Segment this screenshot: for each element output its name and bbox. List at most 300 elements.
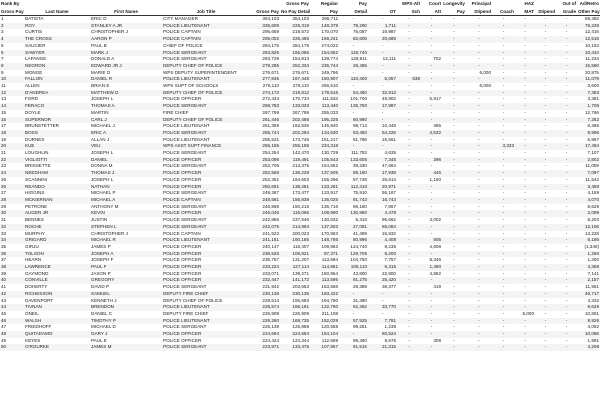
cell-court-att: 4,608 xyxy=(429,243,441,249)
cell-longevity-pay: - xyxy=(453,203,455,209)
column-header-ot[interactable] xyxy=(368,0,397,8)
cell-first-name: KENNETH J xyxy=(91,297,117,303)
cell-principal-stipend: - xyxy=(478,310,480,316)
cell-first-name: JOSEPH F xyxy=(91,257,114,263)
cell-coach: - xyxy=(492,291,515,298)
cell-job-title: POLICE OFFICER xyxy=(162,184,250,191)
cell-last-name: LAWRENCE xyxy=(24,264,90,271)
cell-pay-detail: 60,960 xyxy=(339,117,368,124)
cell-ot: 13,111 xyxy=(382,56,396,62)
cell-out-of-grade: - xyxy=(565,243,568,249)
cell-rank: 35 xyxy=(1,243,7,249)
cell-haz-mat: - xyxy=(515,304,535,311)
cell-out-of-grade: - xyxy=(565,284,568,290)
cell-first-name: MICHAEL R xyxy=(90,237,162,244)
cell-regular-pay: 154,652 xyxy=(310,50,339,57)
cell-court-att: 419 xyxy=(433,284,441,290)
cell-longevity-pay: - xyxy=(442,344,466,351)
cell-regular-pay: 133,281 xyxy=(310,184,339,191)
header-row-1 xyxy=(0,0,600,8)
cell-court-att: - xyxy=(421,117,442,124)
cell-gross-pay: 255,165 xyxy=(250,143,280,150)
table-row xyxy=(0,83,600,90)
cell-rank: 2 xyxy=(0,23,24,30)
cell-rank: 6 xyxy=(0,50,24,57)
column-header-ot[interactable]: OT xyxy=(368,8,397,16)
cell-rank: 31 xyxy=(1,217,7,223)
cell-gross-pay: 226,260 xyxy=(250,318,280,325)
column-header-longevity-pay[interactable]: Longevity xyxy=(443,1,465,6)
cell-gross-no-detail: 225,485 xyxy=(280,36,310,43)
cell-pay-detail: 133,605 xyxy=(339,157,368,164)
cell-gross-no-detail: 170,734 xyxy=(292,96,309,102)
cell-first-name: GARY J xyxy=(90,331,162,338)
column-header-job-title[interactable]: Job Title xyxy=(162,8,250,16)
cell-coach: - xyxy=(492,224,515,231)
cell-adj-retro-other: 8,996 xyxy=(577,130,600,137)
cell-pay-detail: 99,251 xyxy=(352,324,367,330)
cell-gross-pay: 295,002 xyxy=(250,36,280,43)
cell-last-name: CURTIS xyxy=(25,29,43,35)
cell-gross-pay: 233,224 xyxy=(250,264,280,271)
cell-out-of-grade: - xyxy=(556,318,577,325)
column-header-last-name[interactable] xyxy=(24,0,90,8)
cell-last-name: REANDO xyxy=(24,184,90,191)
cell-last-name: DAVENPORT xyxy=(25,297,54,303)
column-header-principal-stipend[interactable]: Principal xyxy=(471,1,491,6)
cell-adj-retro-other: 6,629 xyxy=(587,203,599,209)
cell-court-att: 702 xyxy=(433,56,441,62)
cell-wps-alt-sch: - xyxy=(408,83,410,89)
cell-coach: - xyxy=(502,190,505,196)
cell-longevity-pay: - xyxy=(442,184,466,191)
cell-haz-mat: - xyxy=(524,270,526,276)
cell-job-title: POLICE SERGEANT xyxy=(163,163,207,169)
column-header-stipend[interactable]: Stipend xyxy=(535,8,556,16)
cell-gross-no-detail: 142,470 xyxy=(292,150,309,156)
cell-wps-alt-sch: - xyxy=(397,170,421,177)
column-header-regular-pay[interactable]: Pay xyxy=(310,8,339,16)
cell-job-title: POLICE LIEUTENANT xyxy=(162,76,250,83)
table-row xyxy=(0,318,600,325)
column-header-longevity-pay[interactable]: Pay xyxy=(442,8,466,16)
table-header xyxy=(0,0,600,16)
cell-regular-pay: 179,516 xyxy=(310,90,339,97)
cell-last-name: SAWYER xyxy=(24,50,90,57)
cell-regular-pay: 148,766 xyxy=(310,237,339,244)
cell-adj-retro-other: 3,600 xyxy=(587,83,599,89)
cell-coach: - xyxy=(492,251,515,258)
cell-adj-retro-other: 6,967 xyxy=(587,136,599,142)
cell-first-name: MARK J xyxy=(90,50,162,57)
cell-regular-pay: 153,566 xyxy=(321,284,338,290)
cell-ot: 17,887 xyxy=(368,103,397,110)
cell-gross-pay: 252,351 xyxy=(262,176,279,182)
cell-court-att: - xyxy=(430,297,433,303)
cell-coach: - xyxy=(492,103,515,110)
cell-haz-mat: - xyxy=(524,150,526,156)
cell-out-of-grade: - xyxy=(565,203,568,209)
cell-principal-stipend: - xyxy=(466,170,492,177)
cell-pay-detail: 80,996 xyxy=(339,237,368,244)
cell-wps-alt-sch: - xyxy=(397,197,421,204)
cell-pay-detail: 135,750 xyxy=(339,103,368,110)
cell-haz-mat: - xyxy=(524,29,526,35)
cell-principal-stipend: - xyxy=(478,163,480,169)
cell-haz-mat: - xyxy=(515,103,535,110)
cell-regular-pay: 152,029 xyxy=(310,318,339,325)
cell-haz-mat: - xyxy=(524,69,526,75)
cell-adj-retro-other: 4,092 xyxy=(587,324,599,330)
cell-adj-retro-other: 7,383 xyxy=(577,90,600,97)
cell-job-title: POLICE LIEUTENANT xyxy=(162,304,250,311)
cell-pay-detail: 101,700 xyxy=(350,96,367,102)
cell-gross-no-detail: 226,909 xyxy=(292,310,309,316)
table-row xyxy=(0,291,600,298)
cell-coach: - xyxy=(492,36,515,43)
cell-pay-detail: 57,525 xyxy=(339,318,368,325)
cell-out-of-grade: - xyxy=(556,50,577,57)
cell-first-name: DANIEL R xyxy=(90,76,162,83)
column-header-court-att[interactable]: Att xyxy=(421,8,442,16)
table-row xyxy=(0,331,600,338)
cell-coach: - xyxy=(502,163,505,169)
column-header-coach[interactable] xyxy=(492,0,515,8)
cell-gross-pay: 235,757 xyxy=(262,257,279,263)
cell-out-of-grade: - xyxy=(565,270,568,276)
cell-rank: 7 xyxy=(1,56,4,62)
table-row xyxy=(0,244,600,251)
cell-wps-alt-sch: - xyxy=(408,56,410,62)
column-header-gross-no-detail[interactable]: No Pay Detail xyxy=(281,8,310,14)
column-header-adj-retro-other[interactable]: Other Pay xyxy=(578,8,600,14)
column-header-wps-alt-sch[interactable]: Sch xyxy=(397,8,421,16)
table-row xyxy=(0,344,600,351)
cell-pay-detail: 81,786 xyxy=(352,136,367,142)
cell-rank: 38 xyxy=(0,264,24,271)
cell-principal-stipend: - xyxy=(466,331,492,338)
cell-regular-pay: 169,241 xyxy=(310,36,339,43)
cell-principal-stipend: - xyxy=(478,190,480,196)
cell-court-att: - xyxy=(421,36,442,43)
cell-haz-mat: - xyxy=(515,143,535,150)
cell-gross-pay: 233,071 xyxy=(262,270,279,276)
cell-haz-mat: - xyxy=(515,210,535,217)
cell-court-att: - xyxy=(421,318,442,325)
cell-wps-alt-sch: - xyxy=(397,184,421,191)
cell-last-name: PETRONE xyxy=(25,203,48,209)
column-header-coach[interactable]: Coach xyxy=(492,8,515,16)
cell-coach: - xyxy=(492,50,515,57)
cell-job-title: POLICE SERGEANT xyxy=(163,56,207,62)
cell-gross-pay: 225,574 xyxy=(250,304,280,311)
cell-rank: 48 xyxy=(0,331,24,338)
cell-regular-pay: 133,917 xyxy=(321,190,338,196)
column-header-adj-retro-other[interactable]: Ad/Retro xyxy=(579,1,599,6)
cell-gross-pay: 242,856 xyxy=(262,217,279,223)
cell-out-of-grade: - xyxy=(565,69,568,75)
cell-court-att: - xyxy=(430,109,433,115)
cell-last-name: WALSH xyxy=(24,318,90,325)
cell-pay-detail: 57,748 xyxy=(352,176,367,182)
cell-out-of-grade: - xyxy=(556,117,577,124)
cell-first-name: MATTHEW D xyxy=(90,90,162,97)
cell-coach: - xyxy=(492,76,515,83)
column-header-pay-detail[interactable]: Pay xyxy=(358,1,367,6)
cell-coach: - xyxy=(502,96,505,102)
cell-adj-retro-other: 76,229 xyxy=(577,23,600,30)
cell-haz-mat: - xyxy=(524,337,526,343)
cell-first-name: ANTHONY M xyxy=(91,203,119,209)
cell-haz-mat: - xyxy=(524,176,526,182)
cell-gross-no-detail: 168,735 xyxy=(280,318,310,325)
cell-job-title: POLICE OFFICER xyxy=(163,96,202,102)
column-header-stipend[interactable] xyxy=(535,0,556,8)
cell-job-title: POLICE SERGEANT xyxy=(162,224,250,231)
column-header-first-name[interactable] xyxy=(90,0,162,8)
column-header-out-of-grade[interactable]: Out of xyxy=(562,1,576,6)
cell-wps-alt-sch: - xyxy=(397,117,421,124)
cell-longevity-pay: - xyxy=(442,130,466,137)
table-row xyxy=(0,157,600,164)
column-header-rank[interactable]: Rank By xyxy=(1,1,20,6)
column-header-wps-alt-sch[interactable]: WPS-Alt xyxy=(401,1,420,6)
cell-principal-stipend: - xyxy=(466,264,492,271)
cell-gross-no-detail: 226,319 xyxy=(280,23,310,30)
cell-longevity-pay: - xyxy=(442,143,466,150)
cell-coach: - xyxy=(502,257,505,263)
cell-principal-stipend: - xyxy=(466,318,492,325)
cell-haz-mat: - xyxy=(515,36,535,43)
cell-rank: 32 xyxy=(0,224,24,231)
cell-stipend: - xyxy=(544,257,547,263)
cell-rank: 9 xyxy=(1,69,4,75)
cell-adj-retro-other: 1,991 xyxy=(587,337,599,343)
cell-longevity-pay: - xyxy=(453,217,455,223)
cell-wps-alt-sch: - xyxy=(397,331,421,338)
table-row xyxy=(0,304,600,311)
cell-rank: 17 xyxy=(1,123,7,129)
table-row xyxy=(0,311,600,318)
cell-haz-mat: - xyxy=(515,157,535,164)
cell-principal-stipend: - xyxy=(478,16,480,21)
cell-job-title: POLICE LIEUTENANT xyxy=(163,123,210,129)
cell-gross-pay: 267,799 xyxy=(262,109,279,115)
column-header-out-of-grade[interactable]: Grade xyxy=(556,8,577,16)
cell-out-of-grade: - xyxy=(565,56,568,62)
cell-adj-retro-other: 7,097 xyxy=(577,170,600,177)
cell-gross-pay: 232,447 xyxy=(250,277,280,284)
cell-pay-detail: 27,081 xyxy=(339,224,368,231)
table-row xyxy=(0,43,600,50)
cell-gross-no-detail: 165,086 xyxy=(280,50,310,57)
cell-rank: 44 xyxy=(0,304,24,311)
column-header-rank[interactable]: Gross Pay xyxy=(1,8,24,14)
cell-adj-retro-other: 17,484 xyxy=(577,143,600,150)
cell-wps-alt-sch: - xyxy=(397,103,421,110)
cell-wps-alt-sch: - xyxy=(397,90,421,97)
cell-principal-stipend: - xyxy=(466,197,492,204)
column-header-gross-no-detail[interactable]: Gross Pay xyxy=(286,1,309,6)
table-row xyxy=(0,184,600,191)
cell-last-name: O'ROURKE xyxy=(24,344,90,351)
cell-principal-stipend: - xyxy=(466,344,492,351)
cell-last-name: MCKIERNAN xyxy=(24,197,90,204)
table-row xyxy=(0,237,600,244)
cell-last-name: MURPHY xyxy=(25,230,45,236)
cell-longevity-pay: - xyxy=(453,69,455,75)
cell-regular-pay: 114,951 xyxy=(310,264,339,271)
cell-haz-mat: - xyxy=(524,230,526,236)
cell-pay-detail: 62,392 xyxy=(339,304,368,311)
cell-stipend: - xyxy=(544,123,547,129)
cell-gross-no-detail: 166,181 xyxy=(280,304,310,311)
cell-pay-detail: 98,713 xyxy=(352,123,367,129)
cell-job-title: DEPUTY CHIEF OF POLICE xyxy=(162,63,250,70)
cell-stipend: - xyxy=(535,331,556,338)
table-row xyxy=(0,123,600,130)
cell-adj-retro-other: 11,543 xyxy=(585,176,599,182)
cell-coach: - xyxy=(502,176,505,182)
column-header-haz-mat[interactable]: HAZ xyxy=(524,1,534,6)
cell-haz-mat: 5,000 xyxy=(522,310,534,316)
cell-gross-no-detail: 133,476 xyxy=(280,344,310,351)
cell-longevity-pay: - xyxy=(453,16,455,21)
cell-gross-pay: 268,783 xyxy=(250,103,280,110)
cell-stipend: - xyxy=(535,197,556,204)
cell-adj-retro-other: 4,358 xyxy=(577,264,600,271)
cell-last-name: HIGGINS xyxy=(25,190,45,196)
cell-job-title: POLICE SERGEANT xyxy=(163,217,207,223)
table-row xyxy=(0,197,600,204)
table-row xyxy=(0,264,600,271)
column-header-pay-detail[interactable]: Detail xyxy=(339,8,368,16)
table-row xyxy=(0,50,600,57)
cell-gross-no-detail: 141,172 xyxy=(280,277,310,284)
cell-last-name: SAUCIER xyxy=(25,42,46,48)
cell-gross-pay: 246,895 xyxy=(262,203,279,209)
column-header-gross-pay[interactable] xyxy=(250,0,280,8)
cell-principal-stipend: - xyxy=(478,29,480,35)
cell-coach: - xyxy=(492,210,515,217)
cell-first-name: DANIEL xyxy=(90,157,162,164)
cell-last-name: NEGRON xyxy=(24,63,90,70)
cell-adj-retro-other: 13,228 xyxy=(584,230,599,236)
cell-coach: - xyxy=(502,337,505,343)
cell-stipend: - xyxy=(544,243,547,249)
cell-coach: - xyxy=(502,310,505,316)
cell-stipend: - xyxy=(544,297,547,303)
column-header-haz-mat[interactable]: MAT xyxy=(515,8,535,16)
cell-out-of-grade: - xyxy=(556,224,577,231)
cell-gross-pay: 248,581 xyxy=(250,197,280,204)
cell-court-att: - xyxy=(421,331,442,338)
cell-haz-mat: - xyxy=(524,16,526,21)
cell-pay-detail: - xyxy=(352,310,355,316)
cell-ot: 47,664 xyxy=(381,163,396,169)
cell-principal-stipend: - xyxy=(478,284,480,290)
cell-adj-retro-other: 7,107 xyxy=(587,150,599,156)
cell-principal-stipend: - xyxy=(478,217,480,223)
cell-out-of-grade: - xyxy=(565,163,568,169)
cell-stipend: - xyxy=(535,344,556,351)
cell-pay-detail: 82,606 xyxy=(339,36,368,43)
cell-job-title: POLICE SERGEANT xyxy=(163,284,207,290)
cell-wps-alt-sch: - xyxy=(408,337,410,343)
cell-ot: 21,315 xyxy=(368,344,397,351)
cell-court-att: 1,150 xyxy=(429,176,441,182)
cell-haz-mat: - xyxy=(515,318,535,325)
cell-gross-no-detail: 124,344 xyxy=(292,337,309,343)
cell-wps-alt-sch: - xyxy=(408,163,410,169)
cell-ot: 60,524 xyxy=(368,331,397,338)
cell-wps-alt-sch: - xyxy=(408,270,410,276)
cell-gross-pay: 335,609 xyxy=(250,23,280,30)
cell-haz-mat: - xyxy=(515,63,535,70)
cell-last-name: GIRJU xyxy=(25,243,39,249)
cell-last-name: BRUNSTETTER xyxy=(25,123,59,129)
cell-stipend: - xyxy=(535,318,556,325)
cell-stipend: - xyxy=(544,284,547,290)
cell-longevity-pay: - xyxy=(442,331,466,338)
cell-ot: 20,689 xyxy=(368,36,397,43)
cell-ot: 4,478 xyxy=(368,210,397,217)
cell-pay-detail: - xyxy=(352,42,355,48)
cell-rank: 12 xyxy=(0,90,24,97)
cell-stipend: - xyxy=(535,143,556,150)
cell-ot: 54,226 xyxy=(368,130,397,137)
cell-longevity-pay: - xyxy=(453,150,455,156)
table-row xyxy=(0,16,600,23)
cell-gross-no-detail: 255,165 xyxy=(280,143,310,150)
cell-principal-stipend: - xyxy=(466,50,492,57)
cell-first-name: MICHAEL J xyxy=(91,123,115,129)
cell-out-of-grade: - xyxy=(556,344,577,351)
cell-pay-detail: - xyxy=(352,16,355,21)
cell-ot: 9,676 xyxy=(384,337,396,343)
cell-principal-stipend: - xyxy=(466,117,492,124)
column-header-first-name[interactable]: First Name xyxy=(90,8,162,16)
column-header-last-name[interactable]: Last Name xyxy=(24,8,90,16)
cell-pay-detail: 5,310 xyxy=(355,217,367,223)
cell-first-name: GREGORY xyxy=(90,277,162,284)
column-header-gross-pay[interactable]: Gross Pay xyxy=(250,8,280,16)
column-header-job-title[interactable] xyxy=(162,0,250,8)
cell-wps-alt-sch: - xyxy=(408,190,410,196)
cell-rank: 47 xyxy=(1,324,7,330)
cell-stipend: - xyxy=(544,163,547,169)
table-row xyxy=(0,224,600,231)
cell-longevity-pay: - xyxy=(442,237,466,244)
cell-gross-pay: 242,075 xyxy=(250,224,280,231)
column-header-principal-stipend[interactable]: Stipend xyxy=(466,8,492,16)
cell-adj-retro-other: 15,590 xyxy=(577,63,600,70)
cell-first-name: STANLEY A JR xyxy=(90,23,162,30)
header-row-2 xyxy=(0,8,600,16)
cell-court-att: 296 xyxy=(421,157,442,164)
cell-pay-detail: 89,160 xyxy=(339,170,368,177)
cell-first-name: JASON P xyxy=(91,270,111,276)
cell-first-name: PAUL B xyxy=(91,42,107,48)
table-row xyxy=(0,190,600,197)
cell-coach: - xyxy=(502,69,505,75)
cell-gross-pay: 261,446 xyxy=(250,117,280,124)
cell-stipend: - xyxy=(544,310,547,316)
column-header-court-att[interactable]: Court xyxy=(428,1,441,6)
cell-coach: 3,333 xyxy=(492,143,515,150)
cell-haz-mat: - xyxy=(524,190,526,196)
column-header-regular-pay[interactable]: Regular xyxy=(320,1,338,6)
